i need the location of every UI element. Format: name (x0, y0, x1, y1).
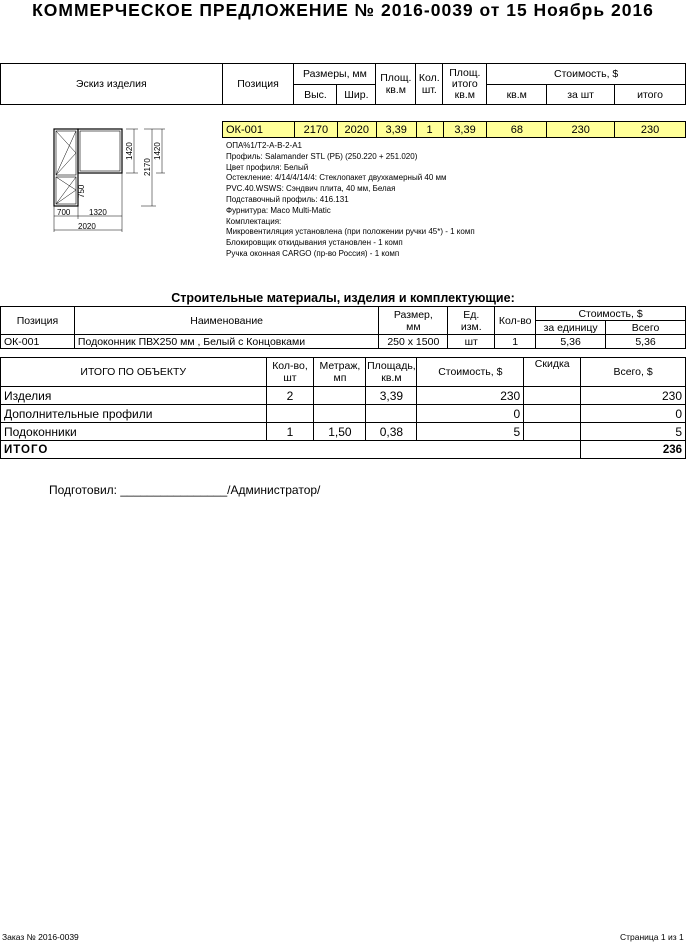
grand-total-value: 236 (581, 441, 686, 459)
header-qty: Кол. шт. (416, 64, 443, 105)
tot-total: 5 (581, 423, 686, 441)
product-area: 3,39 (376, 122, 416, 138)
mat-h-cost-unit: за единицу (536, 321, 606, 335)
tot-cost: 5 (417, 423, 524, 441)
tot-cost: 230 (417, 387, 524, 405)
footer-order: Заказ № 2016-0039 (2, 932, 79, 942)
desc-line: ОПА%1/Т2-А-В-2-А1 (226, 141, 302, 150)
signature-line: ________________ (120, 483, 228, 497)
tot-area: 0,38 (366, 423, 417, 441)
desc-line: Остекление: 4/14/4/14/4: Стеклопакет двухкамерный 40 мм (226, 173, 447, 183)
grand-total-row (1, 441, 686, 459)
tot-area (366, 405, 417, 423)
dim-2020: 2020 (78, 222, 96, 231)
mat-h-position: Позиция (1, 307, 75, 335)
window-sketch (44, 124, 166, 236)
document-title: КОММЕРЧЕСКОЕ ПРЕДЛОЖЕНИЕ № 2016-0039 от 15 Ноябрь 2016 (32, 0, 654, 20)
tot-label: Подоконники (1, 423, 267, 441)
header-cost-each: за шт (547, 85, 615, 105)
footer-page: Страница 1 из 1 (620, 932, 684, 942)
dim-700: 700 (57, 208, 71, 217)
mat-h-cost: Стоимость, $ (536, 307, 686, 321)
grand-total-label: ИТОГО (1, 441, 581, 459)
header-cost-sqm: кв.м (487, 85, 547, 105)
signature (49, 483, 320, 497)
product-cost-each: 230 (547, 122, 615, 138)
mat-h-cost-total: Всего (606, 321, 686, 335)
product-height: 2170 (294, 122, 337, 138)
product-total-area: 3,39 (443, 122, 487, 138)
mat-unit: шт (448, 335, 495, 349)
desc-line: PVC.40.WSWS: Сэндвич плита, 40 мм, Белая (226, 184, 396, 194)
signature-role: /Администратор/ (227, 483, 321, 497)
tot-h-discount: Скидка (524, 358, 581, 387)
product-cost-sqm: 68 (487, 122, 547, 138)
desc-line: Подставочный профиль: 416.131 (226, 194, 349, 204)
tot-total: 230 (581, 387, 686, 405)
desc-line: Фурнитура: Maco Multi-Matic (226, 205, 331, 215)
materials-table (0, 306, 686, 349)
desc-line: Ручка оконная CARGO (пр-во Россия) - 1 комп (226, 248, 400, 258)
desc-line: Комплектация: (226, 216, 282, 226)
tot-qty (266, 405, 314, 423)
tot-label: Дополнительные профили (1, 405, 267, 423)
header-total-area: Площ. итого кв.м (443, 64, 487, 105)
mat-position: ОК-001 (1, 335, 75, 349)
tot-h-total: Всего, $ (581, 358, 686, 387)
product-position: ОК-001 (223, 122, 295, 138)
tot-total: 0 (581, 405, 686, 423)
table-row (1, 405, 686, 423)
tot-len (314, 405, 366, 423)
tot-discount (524, 423, 581, 441)
header-cost-total: итого (615, 85, 686, 105)
mat-h-unit: Ед. изм. (448, 307, 495, 335)
mat-size: 250 x 1500 (379, 335, 448, 349)
mat-h-qty: Кол-во (495, 307, 536, 335)
product-row-table (222, 121, 686, 138)
desc-line: Блокировщик откидывания установлен - 1 комп (226, 238, 403, 248)
mat-h-size: Размер, мм (379, 307, 448, 335)
dim-1320: 1320 (89, 208, 107, 217)
product-description (226, 141, 475, 260)
totals-table (0, 357, 686, 459)
product-cost-total: 230 (615, 122, 686, 138)
header-position: Позиция (222, 64, 294, 105)
tot-label: Изделия (1, 387, 267, 405)
tot-h-area: Площадь, кв.м (366, 358, 417, 387)
tot-qty: 2 (266, 387, 314, 405)
desc-line: Цвет профиля: Белый (226, 162, 309, 172)
tot-h-cost: Стоимость, $ (417, 358, 524, 387)
tot-discount (524, 387, 581, 405)
header-width: Шир. (337, 85, 376, 105)
header-cost: Стоимость, $ (487, 64, 686, 85)
tot-area: 3,39 (366, 387, 417, 405)
signature-label: Подготовил: (49, 483, 118, 497)
materials-title: Строительные материалы, изделия и комплектующие: (171, 291, 515, 305)
mat-name: Подоконник ПВХ250 мм , Белый с Концовками (74, 335, 378, 349)
tot-len (314, 387, 366, 405)
tot-h-qty: Кол-во, шт (266, 358, 314, 387)
header-sketch: Эскиз изделия (1, 64, 223, 105)
dim-2170: 2170 (143, 158, 152, 176)
mat-price: 5,36 (536, 335, 606, 349)
desc-line: Профиль: Salamander STL (РБ) (250.220 + 251.020) (226, 151, 418, 161)
table-row (1, 423, 686, 441)
header-sizes: Размеры, мм (294, 64, 376, 85)
desc-line: Микровентиляция установлена (при положении ручки 45*) - 1 комп (226, 227, 475, 237)
dim-1420-b: 1420 (153, 142, 162, 160)
tot-qty: 1 (266, 423, 314, 441)
product-header-table (0, 63, 686, 105)
tot-h-label: ИТОГО ПО ОБЪЕКТУ (1, 358, 267, 387)
tot-h-len: Метраж, мп (314, 358, 366, 387)
dim-750: 750 (77, 184, 86, 198)
header-height: Выс. (294, 85, 337, 105)
product-width: 2020 (337, 122, 376, 138)
tot-cost: 0 (417, 405, 524, 423)
mat-h-name: Наименование (74, 307, 378, 335)
dim-1420-a: 1420 (125, 142, 134, 160)
tot-len: 1,50 (314, 423, 366, 441)
mat-total: 5,36 (606, 335, 686, 349)
table-row (1, 387, 686, 405)
tot-discount (524, 405, 581, 423)
product-qty: 1 (416, 122, 443, 138)
header-area: Площ. кв.м (376, 64, 416, 105)
mat-qty: 1 (495, 335, 536, 349)
table-row (1, 335, 686, 349)
